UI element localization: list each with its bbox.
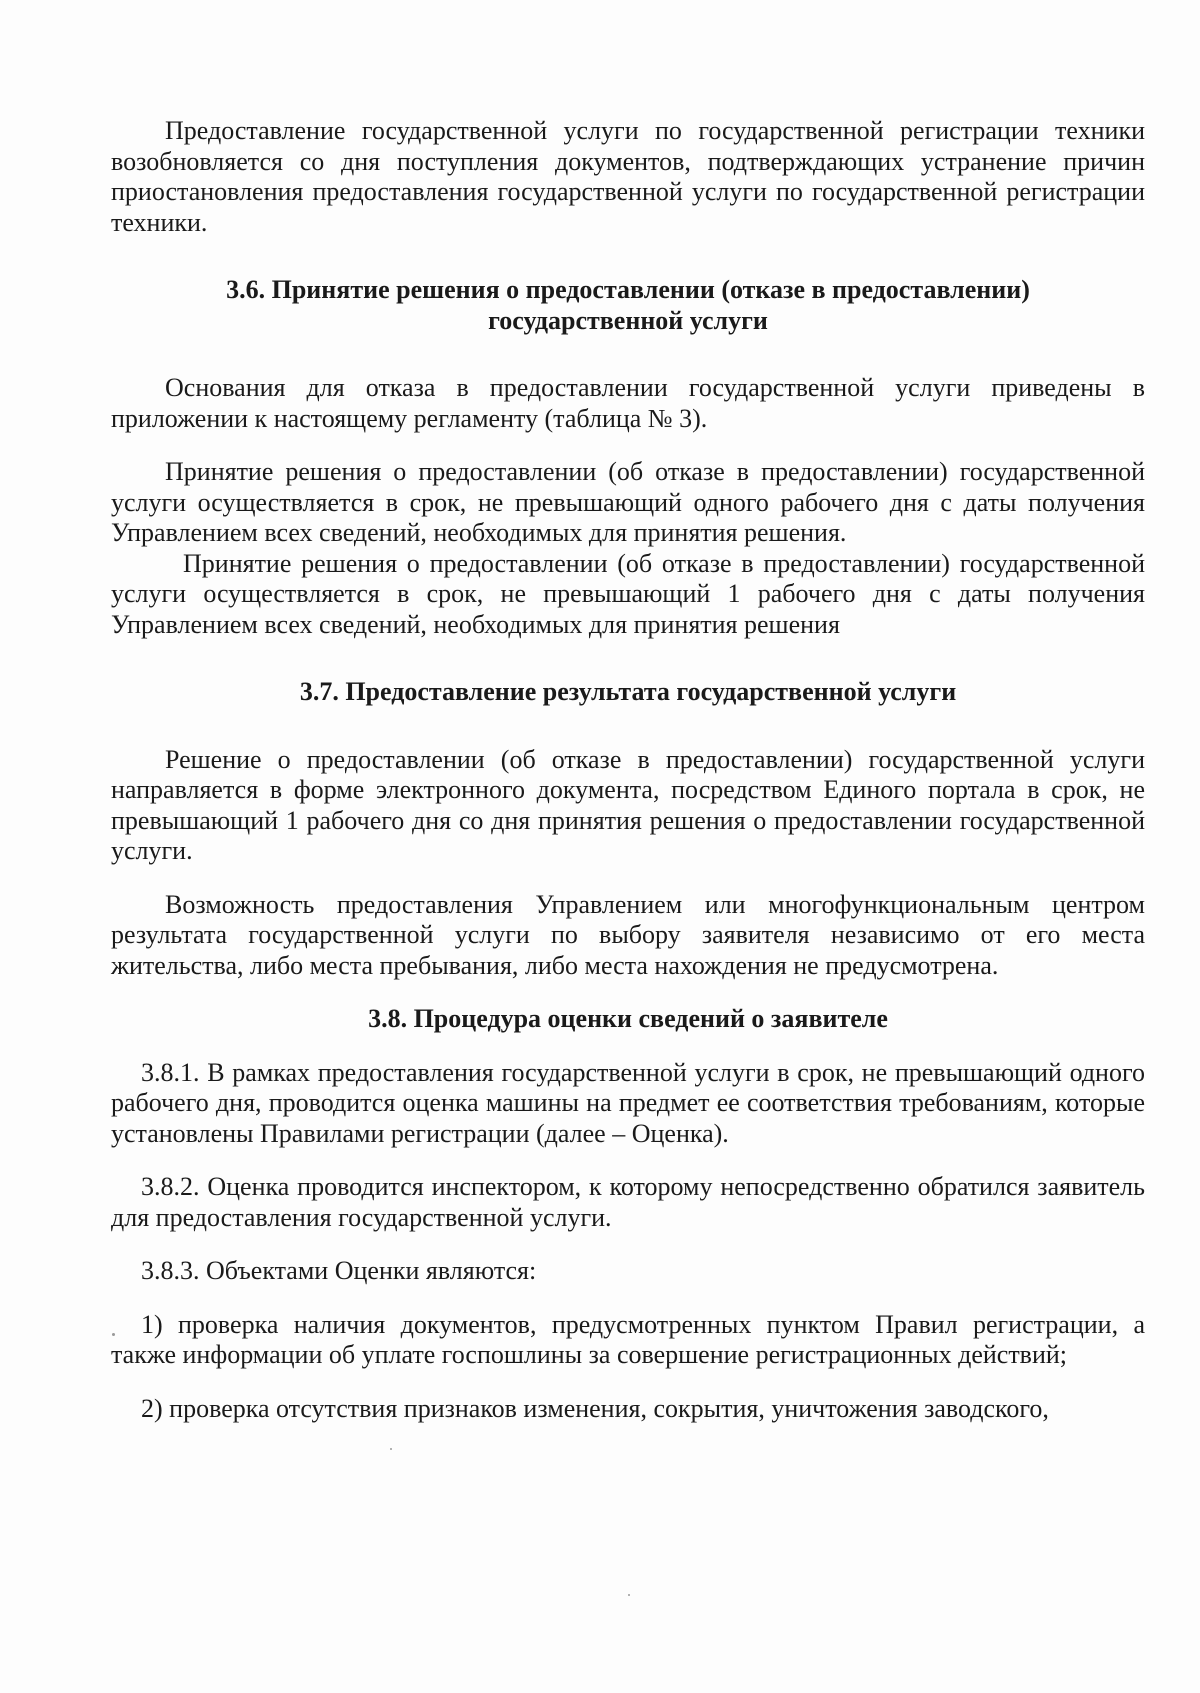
list-item-1: 1) проверка наличия документов, предусмотренных пунктом Правил регистрации, а также информации об уплате госпошлины за совершение регистрационных действий; <box>111 1309 1145 1369</box>
paragraph-decision-term: Принятие решения о предоставлении (об отказе в предоставлении) государственной услуги осуществляется в срок, не превышающий одного рабочего дня с даты получения Управлением всех сведений, необходимых для принятия решения. <box>111 457 1145 547</box>
list-item-2: 2) проверка отсутствия признаков изменения, сокрытия, уничтожения заводского, <box>141 1393 1049 1423</box>
scan-speck <box>390 1448 392 1450</box>
paragraph-result-delivery: Решение о предоставлении (об отказе в предоставлении) государственной услуги направляется в форме электронного документа, посредством Единого портала в срок, не превышающий 1 рабочего дня со дня принятия решения о предоставлении государственной услуги. <box>111 744 1145 865</box>
section-3-6-heading <box>111 275 1145 336</box>
clause-3-8-2: 3.8.2. Оценка проводится инспектором, к которому непосредственно обратился заявитель для предоставления государственной услуги. <box>111 1172 1145 1232</box>
section-3-7-heading: 3.7. Предоставление результата государственной услуги <box>299 677 957 706</box>
section-3-6-heading-line2: государственной услуги <box>488 305 768 335</box>
paragraph-extraterritorial: Возможность предоставления Управлением или многофункциональным центром результата государственной услуги по выбору заявителя независимо от его места жительства, либо места пребывания, либо места нахождения не предусмотрена. <box>111 889 1145 980</box>
section-3-6-heading-line1: 3.6. Принятие решения о предоставлении (отказе в предоставлении) <box>226 275 1030 304</box>
paragraph-decision-term-repeat: Принятие решения о предоставлении (об отказе в предоставлении) государственной услуги осуществляется в срок, не превышающий 1 рабочего дня с даты получения Управлением всех сведений, необходимых для принятия решения <box>111 548 1145 639</box>
section-3-8-heading: 3.8. Процедура оценки сведений о заявителе <box>368 1004 888 1033</box>
clause-3-8-3: 3.8.3. Объектами Оценки являются: <box>141 1256 537 1285</box>
document-body <box>111 116 1145 1424</box>
scan-speck <box>628 1594 630 1596</box>
paragraph-service-resumption: Предоставление государственной услуги по государственной регистрации техники возобновляется со дня поступления документов, подтверждающих устранение причин приостановления предоставления государственной услуги по государственной регистрации техники. <box>111 116 1145 237</box>
paragraph-refusal-grounds: Основания для отказа в предоставлении государственной услуги приведены в приложении к настоящему регламенту (таблица № 3). <box>111 373 1145 433</box>
clause-3-8-1: 3.8.1. В рамках предоставления государственной услуги в срок, не превышающий одного рабочего дня, проводится оценка машины на предмет ее соответствия требованиям, которые установлены Правилами регистрации (далее – Оценка). <box>111 1057 1145 1148</box>
